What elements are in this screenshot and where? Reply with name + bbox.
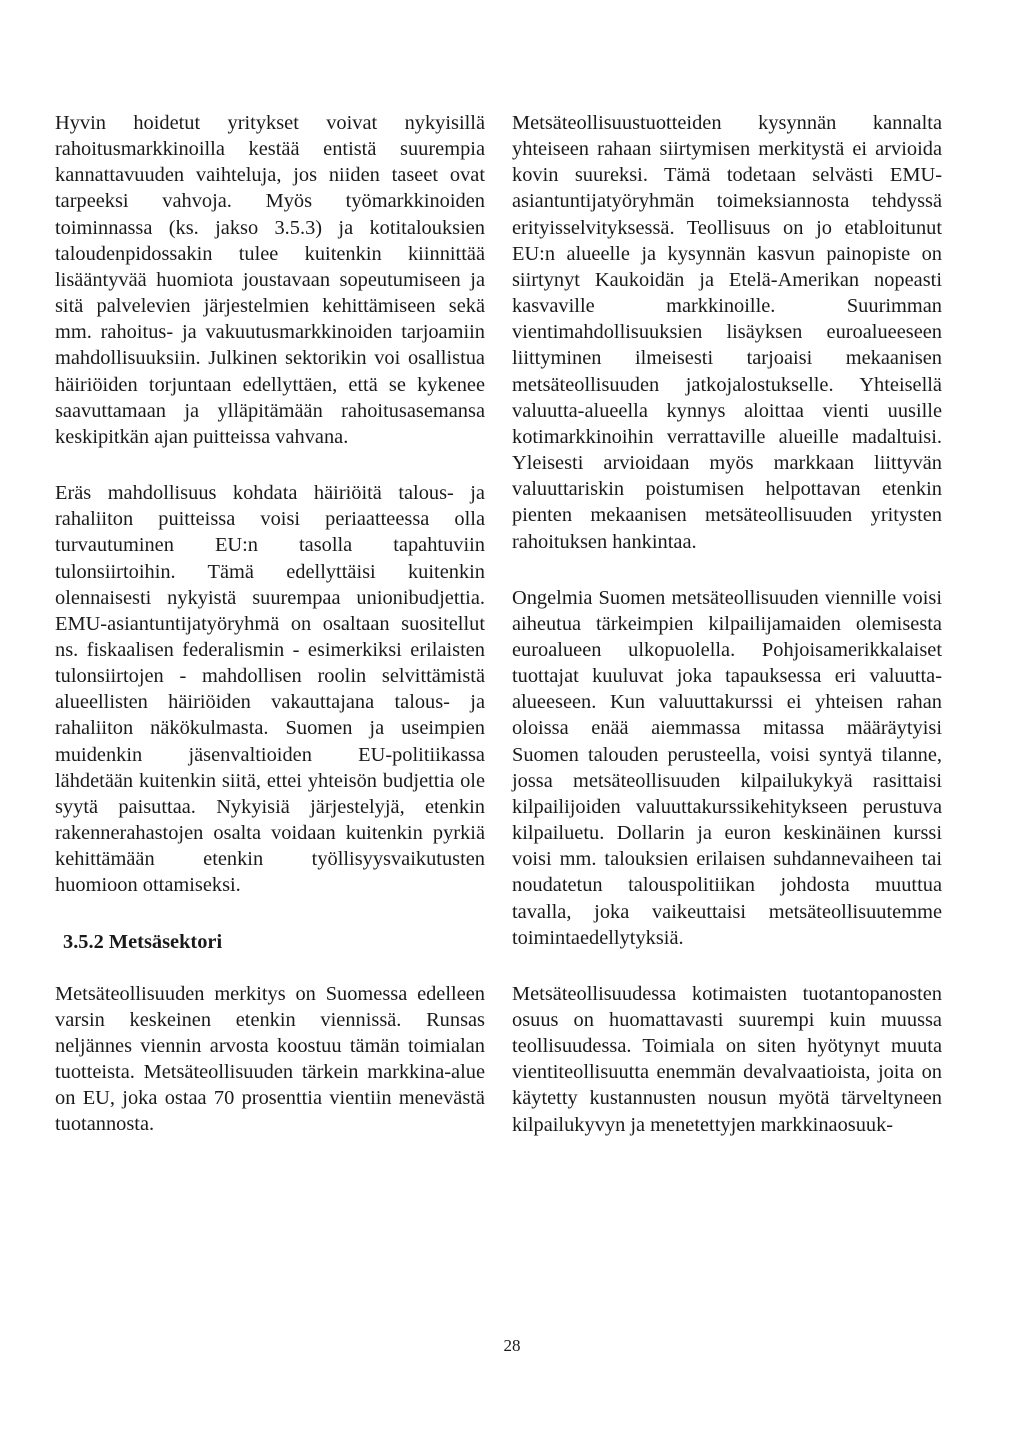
right-paragraph-1: Metsäteollisuustuotteiden kysynnän kannalta yhteiseen rahaan siirtymisen merkitystä ei arvioida kovin suureksi. Tämä todetaan selvästi EMU-asiantuntijatyöryhmän toimeksiannosta tehdyssä erityisselvityksessä. Teollisuus on jo etabloitunut EU:n alueelle ja kysynnän kasvun painopiste on siirtynyt Kaukoidän ja Etelä-Amerikan nopeasti kasvaville markkinoille. Suurimman vientimahdollisuuksien lisäyksen euroalueeseen liittyminen ilmeisesti tarjoaisi mekaanisen metsäteollisuuden jatkojalostukselle. Yhteisellä valuutta-alueella kynnys aloittaa vienti uusille kotimarkkinoihin verrattaville alueille madaltuisi. Yleisesti arvioidaan myös markkaan liittyvän valuuttariskin poistumisen helpottavan etenkin pienten mekaanisen metsäteollisuuden yritysten rahoituksen hankintaa. <box>512 112 942 553</box>
section-heading: 3.5.2 Metsäsektori <box>63 930 223 953</box>
left-paragraph-2: Eräs mahdollisuus kohdata häiriöitä talous- ja rahaliiton puitteissa voisi periaatteessa olla turvautuminen EU:n tasolla tapahtuviin tulonsiirtoihin. Tämä edellyttäisi kuitenkin olennaisesti nykyistä suurempaa unionibudjettia. EMU-asiantuntijatyöryhmä on osaltaan suositellut ns. fiskaalisen federalismin - esimerkiksi erilaisten tulonsiirtojen - mahdollisen roolin selvittämistä alueellisten häiriöiden vakauttajana talous- ja rahaliiton näkökulmasta. Suomen ja useimpien muidenkin jäsenvaltioiden EU-politiikassa lähdetään kuitenkin siitä, ettei yhteisön budjettia ole syytä paisuttaa. Nykyisiä järjestelyjä, etenkin rakennerahastojen osalta voidaan kuitenkin pyrkiä kehittämään etenkin työllisyysvaikutusten huomioon ottamiseksi. <box>55 482 485 897</box>
right-column <box>512 110 942 1138</box>
right-paragraph-2: Ongelmia Suomen metsäteollisuuden viennille voisi aiheutua tärkeimpien kilpailijamaiden olemisesta euroalueen ulkopuolella. Pohjoisamerikkalaiset tuottajat kuuluvat joka tapauksessa eri valuutta-alueeseen. Kun valuuttakurssi ei yhteisen rahan oloissa enää aiemmassa mitassa määräytyisi Suomen talouden perusteella, voisi syntyä tilanne, jossa metsäteollisuuden kilpailukykyä rasittaisi kilpailijoiden valuuttakurssikehitykseen perustuva kilpailuetu. Dollarin ja euron keskinäinen kurssi voisi mm. talouksien erilaisen suhdannevaiheen tai noudatetun talouspolitiikan johdosta muuttua tavalla, joka vaikeuttaisi metsäteollisuutemme toimintaedellytyksiä. <box>512 586 942 949</box>
left-paragraph-3: Metsäteollisuuden merkitys on Suomessa edelleen varsin keskeinen etenkin viennissä. Runsas neljännes viennin arvosta koostuu tämän toimialan tuotteista. Metsäteollisuuden tärkein markkina-alue on EU, joka ostaa 70 prosenttia vientiin menevästä tuotannosta. <box>55 982 485 1136</box>
left-paragraph-1: Hyvin hoidetut yritykset voivat nykyisillä rahoitusmarkkinoilla kestää entistä suurempia kannattavuuden vaihteluja, jos niiden taseet ovat tarpeeksi vahvoja. Myös työmarkkinoiden toiminnassa (ks. jakso 3.5.3) ja kotitalouksien taloudenpidossakin tulee kuitenkin kiinnittää lisääntyvää huomiota joustavaan sopeutumiseen ja sitä palvelevien järjestelmien kehittämiseen sekä mm. rahoitus- ja vakuutusmarkkinoiden tarjoamiin mahdollisuuksiin. Julkinen sektorikin voi osallistua häiriöiden torjuntaan edellyttäen, että se kykenee saavuttamaan ja ylläpitämään rahoitusasemansa keskipitkän ajan puitteissa vahvana. <box>55 112 485 448</box>
right-paragraph-3: Metsäteollisuudessa kotimaisten tuotantopanosten osuus on huomattavasti suurempi kuin muussa teollisuudessa. Toimiala on siten hyötynyt muuta vientiteollisuutta enemmän devalvaatioista, joita on käytetty kustannusten nousun myötä tärveltyneen kilpailukyvyn ja menetettyjen markkinaosuuk- <box>512 982 942 1136</box>
left-column <box>55 110 485 1137</box>
page-number: 28 <box>503 1336 521 1355</box>
